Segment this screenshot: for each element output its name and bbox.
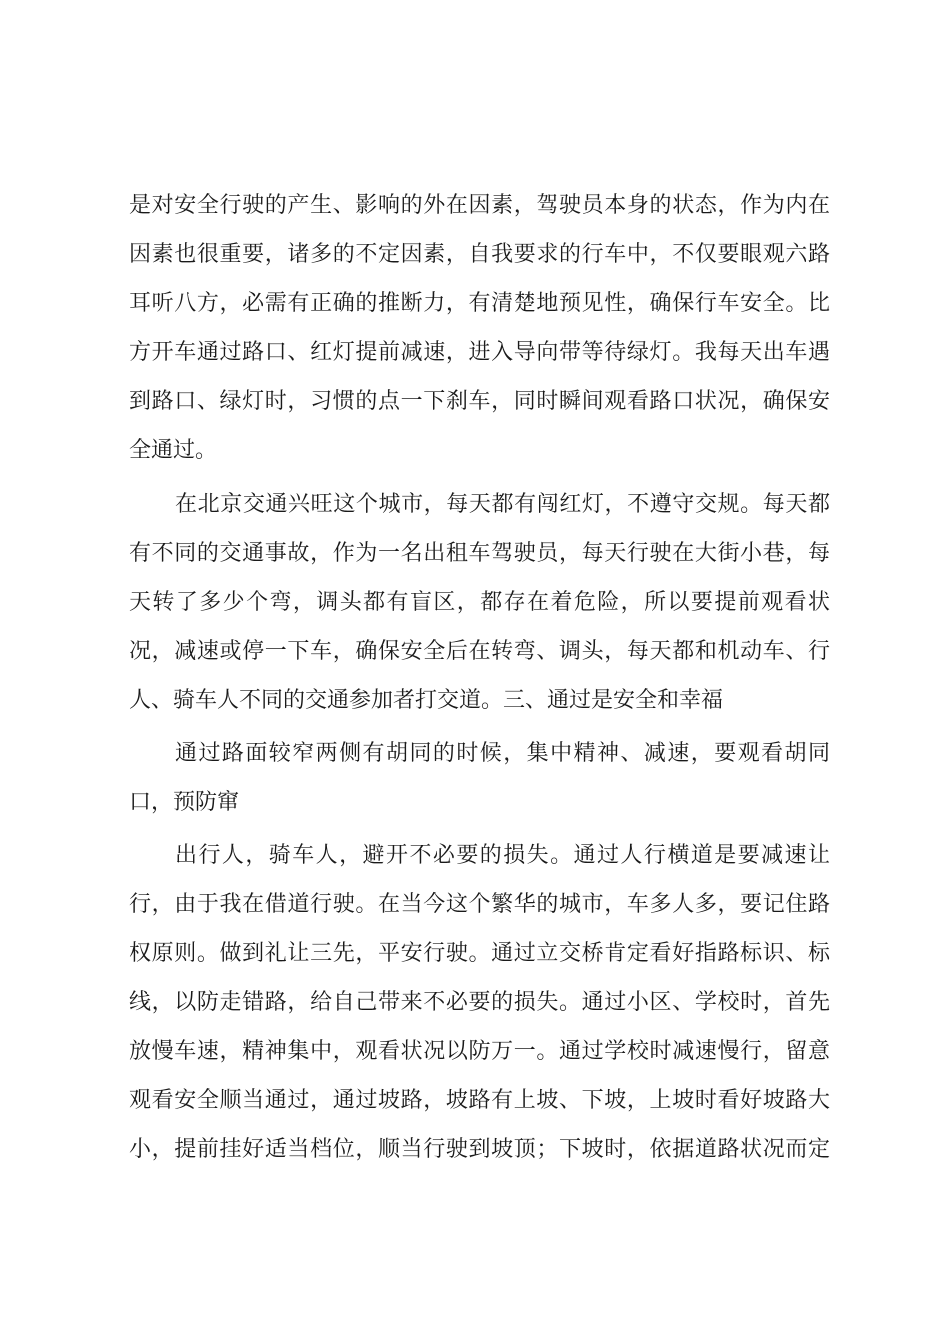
text-line: 是对安全行驶的产生、影响的外在因素，驾驶员本身的状态，作为内在 (129, 193, 830, 218)
text-line: 到路口、绿灯时，习惯的点一下刹车，同时瞬间观看路口状况，确保安 (129, 389, 830, 414)
text-line: 行，由于我在借道行驶。在当今这个繁华的城市，车多人多，要记住路 (129, 892, 830, 917)
text-line: 口，预防窜 (129, 790, 240, 815)
text-line: 天转了多少个弯，调头都有盲区，都存在着危险，所以要提前观看状 (129, 590, 830, 615)
text-line: 线，以防走错路，给自己带来不必要的损失。通过小区、学校时，首先 (129, 990, 830, 1015)
text-line: 放慢车速，精神集中，观看状况以防万一。通过学校时减速慢行，留意 (129, 1039, 830, 1064)
text-line: 方开车通过路口、红灯提前减速，进入导向带等待绿灯。我每天出车遇 (129, 340, 830, 365)
text-line: 观看安全顺当通过，通过坡路，坡路有上坡、下坡，上坡时看好坡路大 (129, 1088, 830, 1113)
text-line: 在北京交通兴旺这个城市，每天都有闯红灯，不遵守交规。每天都 (175, 492, 830, 517)
text-line: 权原则。做到礼让三先，平安行驶。通过立交桥肯定看好指路标识、标 (129, 941, 830, 966)
text-line: 因素也很重要，诸多的不定因素，自我要求的行车中，不仅要眼观六路 (129, 242, 830, 267)
text-line: 出行人，骑车人，避开不必要的损失。通过人行横道是要减速让 (175, 843, 830, 868)
text-line: 人、骑车人不同的交通参加者打交道。三、通过是安全和幸福 (129, 688, 724, 713)
text-line: 耳听八方，必需有正确的推断力，有清楚地预见性，确保行车安全。比 (129, 291, 830, 316)
text-line: 通过路面较窄两侧有胡同的时候，集中精神、减速，要观看胡同 (175, 741, 830, 766)
text-line: 况，减速或停一下车，确保安全后在转弯、调头，每天都和机动车、行 (129, 639, 830, 664)
text-line: 小，提前挂好适当档位，顺当行驶到坡顶；下坡时，依据道路状况而定 (129, 1137, 830, 1162)
text-line: 全通过。 (129, 438, 218, 463)
text-line: 有不同的交通事故，作为一名出租车驾驶员，每天行驶在大街小巷，每 (129, 541, 830, 566)
